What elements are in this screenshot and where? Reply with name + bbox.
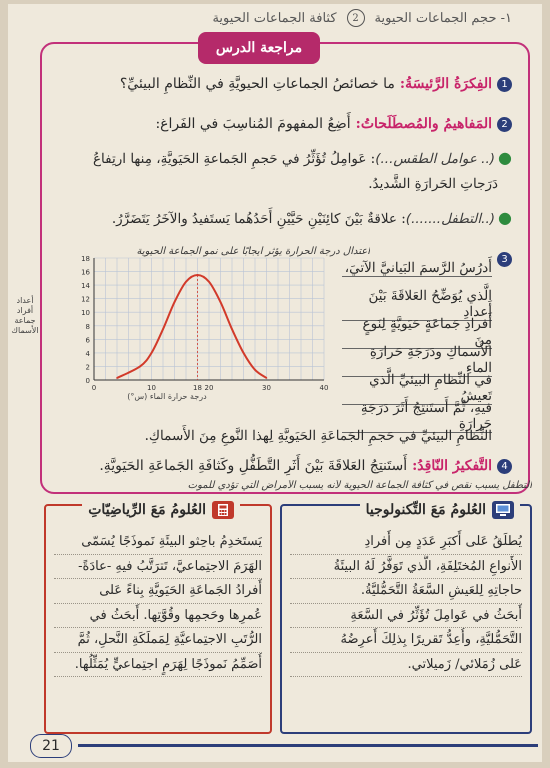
science-technology-title: العُلومُ مَعَ التِّكنولوجيا [365, 502, 486, 518]
tech-line: حاجاتِهِ لِلعَيشِ السَّعَةُ التَّحَمُّليَّةُ. [290, 579, 522, 604]
question-4-text: أَستَنتِجُ العَلاقَةَ بَيْنَ أَثَرِ التَّطَفُّلِ وكَثافَةِ الجَماعَةِ الحَيَويَّةِ. [99, 458, 408, 474]
chart-data-point [151, 352, 153, 354]
answer-blank-2[interactable]: (..التطفل.......) [405, 211, 496, 227]
chart-y-tick-label: 0 [85, 377, 90, 385]
chart-y-label: أعداد أفراد جماعة الأسماك [11, 296, 39, 335]
chart-data-point [162, 328, 164, 330]
chart-data-point [254, 369, 256, 371]
chart-data-point [139, 366, 141, 368]
science-technology-box [280, 504, 532, 734]
chart-data-point [116, 377, 118, 379]
chart-ticks [81, 255, 328, 392]
chart-x-tick-label: 0 [91, 384, 97, 392]
question-3-line-5: في النِّظامِ البيئيِّ الَّذي تَعيشُ [342, 372, 492, 405]
question-2-item-1-text: : عَوامِلُ تُؤَثِّرُ في حَجمِ الجَماعةِ الحَيَويَّةِ، مِنها ارتِفاعُ [93, 151, 376, 167]
question-1-number: 1 [497, 77, 512, 92]
page-number: 21 [30, 734, 72, 758]
tech-line: يُطلَقُ عَلى أَكبَرِ عَدَدٍ مِن أَفرادِ [290, 530, 522, 555]
chart-data-point [185, 281, 187, 283]
math-line: يَستَخدِمُ باحِثو البيئَةِ نَموذَجًا يُسَمّى [54, 530, 262, 555]
chart-y-tick-label: 16 [81, 268, 90, 277]
science-technology-body [290, 530, 522, 677]
math-line: أَفرادُ الجَماعَةِ الحَيَويَّةِ بِناءً عَلى [54, 579, 262, 604]
math-line: أُصَمِّمُ نَموذَجًا لِهَرَمٍ اجتِماعيٍّ يُمَثِّلُها. [54, 653, 262, 678]
question-1-lead: الفِكرَةُ الرَّئيسَةُ: [399, 76, 492, 92]
answer-blank-1[interactable]: (.. عوامل الطقس...) [375, 151, 496, 167]
chart-data-point [243, 352, 245, 354]
chart-svg [44, 250, 339, 410]
chart-x-tick-label: 20 [204, 384, 214, 392]
question-3-line-2: الَّذي يُوَضِّحُ العَلاقَةَ بَيْنَ أَعدادِ [342, 288, 492, 321]
question-3-line-6: فيهِ، ثُمَّ أَستَنتِجُ أَثَرَ دَرَجَةِ حَرارَةِ [342, 400, 492, 433]
chart-data-point [266, 377, 268, 379]
chart-points [116, 274, 267, 380]
chart-y-tick-label: 2 [85, 363, 90, 372]
fish-temperature-chart [11, 250, 339, 410]
question-4 [99, 458, 512, 474]
bullet-icon: ● [498, 208, 512, 227]
question-3-handwritten-answer: اعتدال درجة الحرارة يؤثر ايجابًا على نمو الجماعة الحيوية [136, 246, 370, 257]
computer-icon [492, 501, 514, 519]
question-4-lead: التَّفكيرُ النّاقِدُ: [412, 458, 492, 474]
question-1 [120, 76, 512, 92]
chart-series-line [117, 275, 267, 378]
math-line: الهَرَمَ الاجتِماعيَّ، تَترَتَّبُ فيهِ -عادَةً- [54, 555, 262, 580]
science-math-box [44, 504, 272, 734]
chart-y-tick-label: 14 [81, 282, 90, 291]
chart-data-point [220, 301, 222, 303]
page-header-strip [8, 4, 542, 32]
question-4-handwritten-answer: التطفل يسبب نقص في كثافة الجماعة الحيوية لأنه يسبب الأمراض التي تؤدي للموت [187, 480, 532, 491]
chart-x-tick-label: 40 [319, 384, 329, 392]
header-item: كثافة الجماعات الحيوية [212, 10, 337, 26]
chart-x-tick-label: 10 [147, 384, 156, 392]
question-3-line-7: النِّظامِ البيئيِّ في حَجمِ الجَماعَةِ الحَيَويَّةِ لِهذا النَّوعِ مِنَ الأَسماكِ. [144, 428, 492, 444]
chart-data-point [231, 328, 233, 330]
textbook-page [8, 4, 542, 762]
question-3-line-1: أَدرُسُ الرَّسمَ البَيانيَّ الآتيَ، [342, 260, 492, 277]
question-1-text: ما خصائصُ الجماعاتِ الحيويَّةِ في النِّظامِ البيئيِّ؟ [119, 76, 395, 92]
tech-line: التَّحَمُّليَّةِ، وأُعِدُّ تَقريرًا بِذلِكَ أَعرِضُهُ [290, 628, 522, 653]
question-2-number: 2 [497, 117, 512, 132]
footer-bar [78, 744, 538, 747]
question-3-number: 3 [497, 252, 512, 267]
question-2-item-1 [42, 148, 512, 167]
bullet-icon: ● [498, 148, 512, 167]
question-2 [155, 116, 512, 132]
tech-line: الأَنواعِ المُختَلِفَةِ، الَّذي تَوَفَّرُ لَهُ البيئَةُ [290, 555, 522, 580]
chart-x-tick-label: 18 [193, 384, 202, 392]
chart-x-tick-label: 30 [262, 384, 271, 392]
math-line: عُمرِها وحَجمِها وقُوَّتِها. أَبحَثُ في [54, 604, 262, 629]
question-2-lead: المَفاهيمُ والمُصطَلَحاتُ: [355, 116, 492, 132]
question-4-number: 4 [497, 459, 512, 474]
question-3-line-3: أَفرادِ جَماعَةٍ حَيَويَّةٍ لِنَوعٍ مِنَ [342, 316, 492, 349]
science-math-title: العُلومُ مَعَ الرِّياضِيّاتِ [88, 502, 206, 518]
question-2-item-2 [42, 208, 512, 227]
science-math-header [82, 498, 240, 522]
question-2-text: أَضِعُ المفهومَ المُناسِبَ في الفَراغ: [155, 116, 351, 132]
chart-y-tick-label: 18 [81, 255, 90, 263]
question-2-item-2-text: : علاقةٌ بَيْنَ كائِنَيْنِ حَيَّيْنِ أَحَدُهُما يَستَفيدُ والآخَرُ يَتَضَرَّرُ. [111, 211, 406, 227]
chart-x-label: درجة حرارة الماء (س°) [127, 392, 207, 401]
math-line: الرُّتَبِ الاجتِماعيَّةِ لِمَملَكَةِ النَّحلِ، ثُمَّ [54, 628, 262, 653]
header-prefix: ١- حجم الجماعات الحيوية [374, 10, 512, 26]
chart-y-tick-label: 12 [81, 295, 90, 304]
chart-data-point [208, 281, 210, 283]
chart-y-tick-label: 6 [85, 336, 90, 345]
chart-y-tick-label: 4 [85, 349, 90, 358]
lesson-review-tab: مراجعة الدرس [198, 32, 320, 64]
calculator-icon [212, 501, 234, 519]
science-technology-header [360, 498, 520, 522]
chart-data-point [174, 301, 176, 303]
tech-line: أَبحَثُ في عَوامِلَ تُؤَثِّرُ في السَّعَةِ [290, 604, 522, 629]
tech-line: عَلى زُمَلائي/ زَميلاتي. [290, 653, 522, 678]
chart-y-tick-label: 8 [85, 322, 90, 331]
question-2-item-1-cont: دَرَجاتِ الحَرارَةِ الشَّديدُ. [368, 176, 498, 192]
question-3-line-4: الأَسماكِ ودَرَجَةِ حَرارَةِ الماءِ [342, 344, 492, 377]
chart-grid [94, 258, 324, 380]
chart-y-tick-label: 10 [81, 309, 90, 318]
science-math-body [54, 530, 262, 677]
header-circle-number: 2 [347, 9, 365, 27]
